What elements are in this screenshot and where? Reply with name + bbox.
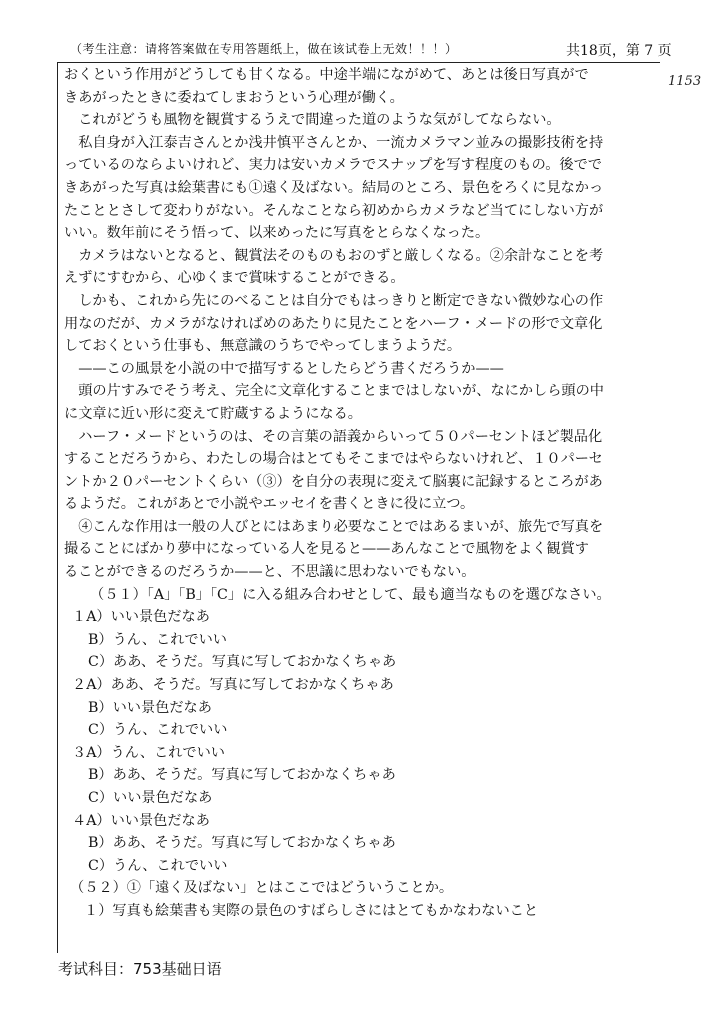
option-2-b: B）いい景色だなあ — [88, 699, 212, 716]
option-2-a: ２A）ああ、そうだ。写真に写しておかなくちゃあ — [72, 677, 394, 694]
option-1-c: C）ああ、そうだ。写真に写しておかなくちゃあ — [88, 654, 397, 671]
passage-line: カメラはないとなると、観賞法そのものもおのずと厳しくなる。②余計なことを考 — [64, 247, 604, 264]
passage-line: 頭の片すみでそう考え、完全に文章化することまではしないが、なにかしら頭の中 — [64, 383, 604, 400]
option-3-c: C）いい景色だなあ — [88, 790, 213, 806]
reading-passage — [64, 64, 658, 584]
passage-line: に文章に近い形に変えて貯蔵するようになる。 — [64, 405, 362, 422]
passage-line: ④こんな作用は一般の人びとにはあまり必要なことではあるまいが、旅先で写真を — [64, 518, 604, 535]
passage-line: ——この風景を小説の中で描写するとしたらどう書くだろうか—— — [64, 360, 504, 377]
passage-line: することだろうから、わたしの場合はとてもそこまではやらないけれど、１０パーセ — [64, 451, 603, 468]
question-51-prompt: （５１）「A」「B」「C」に入る組み合わせとして、最も適当なものを選びなさい。 — [90, 586, 611, 603]
question-52-prompt: （５２）①「遠く及ばない」とはここではどういうことか。 — [70, 880, 454, 897]
handwritten-page-number: 1153 — [668, 74, 702, 89]
passage-line: ハーフ・メードというのは、その言葉の語義からいって５０パーセントほど製品化 — [64, 428, 603, 445]
exam-notice: （考生注意：请将答案做在专用答题纸上，做在该试卷上无效！！！） — [70, 42, 458, 56]
option-4-b: B）ああ、そうだ。写真に写しておかなくちゃあ — [88, 835, 396, 852]
passage-line: 撮ることにばかり夢中になっている人を見ると——あんなことで風物をよく観賞す — [64, 541, 589, 558]
passage-line: 私自身が入江泰吉さんとか浅井慎平さんとか、一流カメラマン並みの撮影技術を持 — [64, 134, 604, 151]
option-1-a: １A）いい景色だなあ — [72, 609, 210, 626]
question-52 — [64, 877, 658, 922]
passage-line: しておくという仕事も、無意識のうちでやってしまうようだ。 — [64, 338, 462, 355]
option-1-b: B）うん、これでいい — [88, 631, 227, 648]
option-2-c: C）うん、これでいい — [88, 722, 228, 739]
passage-line: しかも、これから先にのべることは自分でもはっきりと断定できない微妙な心の作 — [64, 292, 604, 309]
passage-line: ントか２０パーセントくらい（③）を自分の表現に変えて脳裏に記録するところがあ — [64, 473, 603, 490]
passage-line: たこととさして変わりがない。そんなことなら初めからカメラなど当てにしない方が — [64, 202, 604, 219]
passage-line: えずにすむから、心ゆくまで賞味することができる。 — [64, 270, 405, 287]
option-4-a: ４A）いい景色だなあ — [72, 812, 210, 829]
question-52-option-1: １）写真も絵葉書も実際の景色のすばらしさにはとてもかなわないこと — [84, 902, 539, 919]
passage-line: きあがった写真は絵葉書にも①遠く及ばない。結局のところ、景色をろくに見なかっ — [64, 179, 604, 196]
passage-line: るようだ。これがあとで小説やエッセイを書くときに役に立つ。 — [64, 496, 475, 513]
option-3-a: ３A）うん、これでいい — [72, 744, 225, 761]
option-4-c: C）うん、これでいい — [88, 857, 228, 874]
passage-line: おくという作用がどうしても甘くなる。中途半端にながめて、あとは後日写真がで — [64, 67, 589, 83]
passage-line: いい。数年前にそう悟って、以来めったに写真をとらなくなった。 — [64, 225, 490, 242]
passage-line: これがどうも風物を観賞するうえで間違った道のような気がしてならない。 — [64, 112, 561, 129]
page-counter: 共18页，第 7 页 — [566, 43, 672, 59]
passage-line: 用なのだが、カメラがなければめのあたりに見たことをハーフ・メードの形で文章化 — [64, 315, 603, 332]
option-3-b: B）ああ、そうだ。写真に写しておかなくちゃあ — [88, 767, 396, 784]
exam-subject: 考试科目：753基础日语 — [58, 960, 222, 978]
passage-line: ることができるのだろうか——と、不思議に思わないでもない。 — [64, 564, 476, 581]
question-51 — [64, 584, 658, 878]
exam-body — [64, 64, 658, 923]
passage-line: きあがったときに委ねてしまおうという心理が働く。 — [64, 89, 404, 106]
passage-line: っているのならよいけれど、実力は安いカメラでスナップを写す程度のもの。後でで — [64, 157, 602, 174]
